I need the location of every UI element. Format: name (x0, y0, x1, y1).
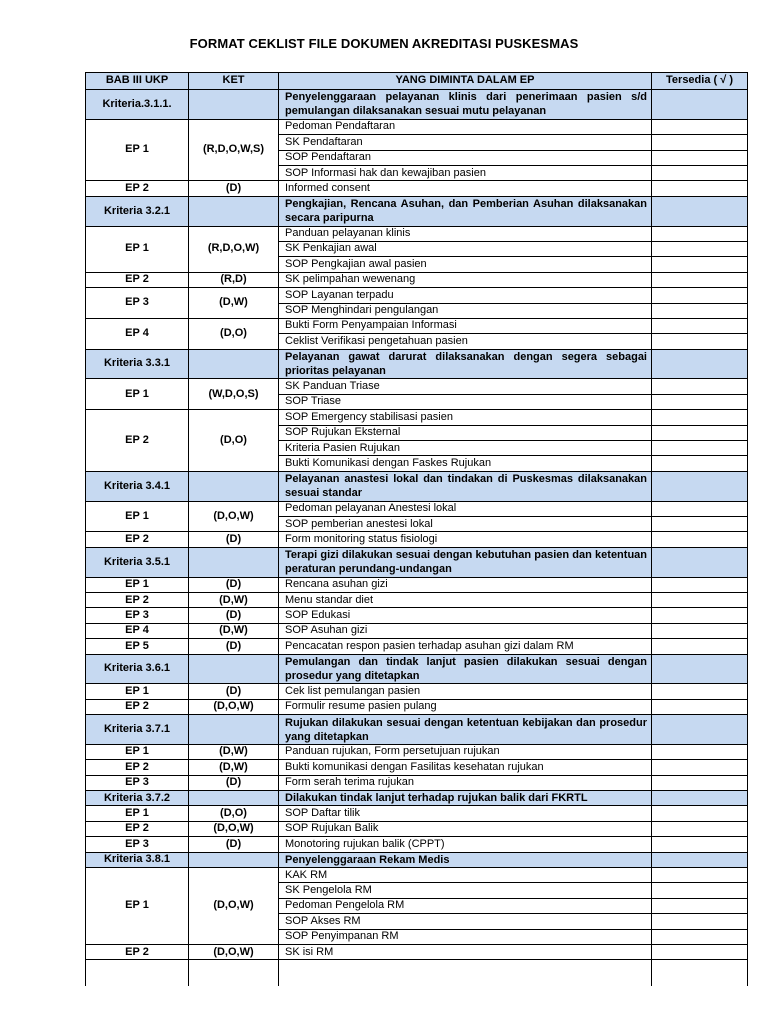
tersedia-cell (652, 760, 748, 775)
blank-row (86, 960, 748, 987)
document-item: SOP Layanan terpadu (279, 288, 652, 303)
ep-label: EP 2 (86, 181, 189, 196)
tersedia-cell (652, 257, 748, 272)
ep-ket: (D,O,W) (189, 868, 279, 945)
ep-ket: (R,D,O,W) (189, 226, 279, 272)
document-item: SOP Penyimpanan RM (279, 929, 652, 944)
tersedia-cell (652, 135, 748, 150)
header-ket: KET (189, 73, 279, 90)
document-item: SK Panduan Triase (279, 379, 652, 394)
table-row (86, 760, 748, 775)
ep-label: EP 2 (86, 410, 189, 472)
tersedia-cell (652, 639, 748, 654)
kriteria-ket (189, 196, 279, 226)
document-item: SOP Rujukan Balik (279, 821, 652, 836)
ep-ket: (R,D) (189, 272, 279, 287)
ep-label: EP 1 (86, 868, 189, 945)
ep-label: EP 1 (86, 501, 189, 532)
ep-ket: (D) (189, 577, 279, 592)
kriteria-description: Pelayanan anastesi lokal dan tindakan di Puskesmas dilaksanakan sesuai standar (279, 471, 652, 501)
table-row (86, 639, 748, 654)
kriteria-description: Pengkajian, Rencana Asuhan, dan Pemberian Asuhan dilaksanakan secara paripurna (279, 196, 652, 226)
document-item: Monotoring rujukan balik (CPPT) (279, 837, 652, 852)
blank-cell (279, 960, 652, 987)
ep-label: EP 1 (86, 226, 189, 272)
kriteria-row (86, 90, 748, 120)
tersedia-cell (652, 90, 748, 120)
tersedia-cell (652, 821, 748, 836)
tersedia-cell (652, 684, 748, 699)
ep-ket: (D,O,W) (189, 944, 279, 959)
blank-cell (189, 960, 279, 987)
table-row (86, 944, 748, 959)
table-row (86, 592, 748, 607)
header-bab: BAB III UKP (86, 73, 189, 90)
ep-label: EP 2 (86, 592, 189, 607)
tersedia-cell (652, 715, 748, 745)
document-item: SOP Asuhan gizi (279, 623, 652, 638)
ep-label: EP 3 (86, 608, 189, 623)
tersedia-cell (652, 517, 748, 532)
document-item: SOP Rujukan Eksternal (279, 425, 652, 440)
kriteria-ket (189, 471, 279, 501)
tersedia-cell (652, 150, 748, 165)
tersedia-cell (652, 410, 748, 425)
ep-label: EP 2 (86, 699, 189, 714)
table-row (86, 775, 748, 790)
kriteria-label: Kriteria 3.8.1 (86, 852, 189, 867)
kriteria-ket (189, 349, 279, 379)
kriteria-row (86, 852, 748, 867)
document-item: Pedoman Pendaftaran (279, 119, 652, 134)
table-row (86, 532, 748, 547)
tersedia-cell (652, 349, 748, 379)
kriteria-label: Kriteria.3.1.1. (86, 90, 189, 120)
document-item: Form monitoring status fisiologi (279, 532, 652, 547)
kriteria-label: Kriteria 3.2.1 (86, 196, 189, 226)
tersedia-cell (652, 241, 748, 256)
blank-cell (652, 960, 748, 987)
kriteria-ket (189, 654, 279, 684)
tersedia-cell (652, 914, 748, 929)
document-item: Cek list pemulangan pasien (279, 684, 652, 699)
ep-label: EP 2 (86, 760, 189, 775)
tersedia-cell (652, 394, 748, 409)
tersedia-cell (652, 868, 748, 883)
kriteria-label: Kriteria 3.3.1 (86, 349, 189, 379)
document-item: SK pelimpahan wewenang (279, 272, 652, 287)
table-row (86, 608, 748, 623)
kriteria-row (86, 196, 748, 226)
document-item: Pedoman pelayanan Anestesi lokal (279, 501, 652, 516)
document-item: SOP Pengkajian awal pasien (279, 257, 652, 272)
ep-ket: (D,O,W) (189, 501, 279, 532)
tersedia-cell (652, 303, 748, 318)
ep-label: EP 5 (86, 639, 189, 654)
kriteria-row (86, 349, 748, 379)
tersedia-cell (652, 654, 748, 684)
ep-ket: (D,W) (189, 623, 279, 638)
tersedia-cell (652, 456, 748, 471)
tersedia-cell (652, 608, 748, 623)
ep-label: EP 4 (86, 318, 189, 349)
document-item: Panduan pelayanan klinis (279, 226, 652, 241)
table-row (86, 410, 748, 425)
tersedia-cell (652, 806, 748, 821)
tersedia-cell (652, 196, 748, 226)
kriteria-row (86, 791, 748, 806)
document-item: SK Penkajian awal (279, 241, 652, 256)
ep-ket: (D,W) (189, 288, 279, 319)
table-row (86, 744, 748, 759)
document-item: SOP Triase (279, 394, 652, 409)
kriteria-description: Penyelenggaraan Rekam Medis (279, 852, 652, 867)
ep-label: EP 1 (86, 744, 189, 759)
kriteria-row (86, 654, 748, 684)
tersedia-cell (652, 775, 748, 790)
tersedia-cell (652, 318, 748, 333)
tersedia-cell (652, 334, 748, 349)
document-item: Ceklist Verifikasi pengetahuan pasien (279, 334, 652, 349)
document-item: Bukti Form Penyampaian Informasi (279, 318, 652, 333)
kriteria-ket (189, 791, 279, 806)
table-row (86, 821, 748, 836)
kriteria-description: Penyelenggaraan pelayanan klinis dari penerimaan pasien s/d pemulangan dilaksanakan sesuai mutu pelayanan (279, 90, 652, 120)
ep-ket: (D,W) (189, 744, 279, 759)
kriteria-row (86, 471, 748, 501)
ep-label: EP 2 (86, 272, 189, 287)
document-item: Menu standar diet (279, 592, 652, 607)
document-item: Pencacatan respon pasien terhadap asuhan gizi dalam RM (279, 639, 652, 654)
document-item: SOP pemberian anestesi lokal (279, 517, 652, 532)
tersedia-cell (652, 425, 748, 440)
tersedia-cell (652, 288, 748, 303)
ep-ket: (D) (189, 181, 279, 196)
ep-label: EP 1 (86, 684, 189, 699)
kriteria-row (86, 715, 748, 745)
ep-label: EP 2 (86, 944, 189, 959)
tersedia-cell (652, 944, 748, 959)
table-row (86, 837, 748, 852)
ep-ket: (D,W) (189, 760, 279, 775)
kriteria-ket (189, 852, 279, 867)
document-item: SOP Informasi hak dan kewajiban pasien (279, 165, 652, 180)
kriteria-label: Kriteria 3.6.1 (86, 654, 189, 684)
document-item: SOP Daftar tilik (279, 806, 652, 821)
ep-ket: (D) (189, 684, 279, 699)
document-item: SOP Pendaftaran (279, 150, 652, 165)
ep-ket: (R,D,O,W,S) (189, 119, 279, 181)
tersedia-cell (652, 898, 748, 913)
kriteria-label: Kriteria 3.7.1 (86, 715, 189, 745)
kriteria-description: Pemulangan dan tindak lanjut pasien dilakukan sesuai dengan prosedur yang ditetapkan (279, 654, 652, 684)
ep-label: EP 1 (86, 577, 189, 592)
ep-label: EP 3 (86, 775, 189, 790)
document-title: FORMAT CEKLIST FILE DOKUMEN AKREDITASI PUSKESMAS (189, 36, 579, 51)
kriteria-ket (189, 90, 279, 120)
tersedia-cell (652, 501, 748, 516)
document-item: Formulir resume pasien pulang (279, 699, 652, 714)
ep-label: EP 4 (86, 623, 189, 638)
header-diminta: YANG DIMINTA DALAM EP (279, 73, 652, 90)
tersedia-cell (652, 577, 748, 592)
ep-ket: (W,D,O,S) (189, 379, 279, 410)
ep-ket: (D) (189, 532, 279, 547)
table-row (86, 684, 748, 699)
document-item: SK Pengelola RM (279, 883, 652, 898)
kriteria-description: Rujukan dilakukan sesuai dengan ketentuan kebijakan dan prosedur yang ditetapkan (279, 715, 652, 745)
tersedia-cell (652, 119, 748, 134)
tersedia-cell (652, 592, 748, 607)
tersedia-cell (652, 471, 748, 501)
document-item: Rencana asuhan gizi (279, 577, 652, 592)
document-item: SK isi RM (279, 944, 652, 959)
ep-label: EP 1 (86, 379, 189, 410)
kriteria-row (86, 547, 748, 577)
table-row (86, 379, 748, 394)
ep-ket: (D,O) (189, 318, 279, 349)
header-tersedia: Tersedia ( √ ) (652, 73, 748, 90)
ep-label: EP 3 (86, 288, 189, 319)
tersedia-cell (652, 929, 748, 944)
tersedia-cell (652, 441, 748, 456)
ep-ket: (D) (189, 639, 279, 654)
table-row (86, 577, 748, 592)
document-item: Bukti komunikasi dengan Fasilitas kesehatan rujukan (279, 760, 652, 775)
table-row (86, 288, 748, 303)
table-row (86, 806, 748, 821)
document-item: Panduan rujukan, Form persetujuan rujukan (279, 744, 652, 759)
tersedia-cell (652, 699, 748, 714)
tersedia-cell (652, 852, 748, 867)
document-item: SOP Edukasi (279, 608, 652, 623)
tersedia-cell (652, 547, 748, 577)
kriteria-label: Kriteria 3.7.2 (86, 791, 189, 806)
document-item: SOP Menghindari pengulangan (279, 303, 652, 318)
table-row (86, 119, 748, 134)
document-item: Bukti Komunikasi dengan Faskes Rujukan (279, 456, 652, 471)
ep-label: EP 2 (86, 821, 189, 836)
tersedia-cell (652, 272, 748, 287)
document-item: SK Pendaftaran (279, 135, 652, 150)
tersedia-cell (652, 532, 748, 547)
document-item: Kriteria Pasien Rujukan (279, 441, 652, 456)
tersedia-cell (652, 181, 748, 196)
ep-ket: (D,O) (189, 410, 279, 472)
kriteria-label: Kriteria 3.5.1 (86, 547, 189, 577)
document-item: SOP Akses RM (279, 914, 652, 929)
kriteria-description: Terapi gizi dilakukan sesuai dengan kebutuhan pasien dan ketentuan peraturan perundang-undangan (279, 547, 652, 577)
document-item: SOP Emergency stabilisasi pasien (279, 410, 652, 425)
checklist-table (85, 72, 748, 986)
ep-label: EP 2 (86, 532, 189, 547)
ep-ket: (D) (189, 608, 279, 623)
tersedia-cell (652, 165, 748, 180)
table-row (86, 501, 748, 516)
kriteria-description: Dilakukan tindak lanjut terhadap rujukan balik dari FKRTL (279, 791, 652, 806)
ep-ket: (D,W) (189, 592, 279, 607)
document-item: Form serah terima rujukan (279, 775, 652, 790)
table-row (86, 272, 748, 287)
ep-ket: (D,O) (189, 806, 279, 821)
table-row (86, 623, 748, 638)
ep-ket: (D,O,W) (189, 699, 279, 714)
tersedia-cell (652, 883, 748, 898)
table-row (86, 699, 748, 714)
tersedia-cell (652, 837, 748, 852)
kriteria-ket (189, 715, 279, 745)
ep-label: EP 1 (86, 806, 189, 821)
tersedia-cell (652, 744, 748, 759)
ep-ket: (D,O,W) (189, 821, 279, 836)
tersedia-cell (652, 379, 748, 394)
document-item: KAK RM (279, 868, 652, 883)
kriteria-description: Pelayanan gawat darurat dilaksanakan dengan segera sebagai prioritas pelayanan (279, 349, 652, 379)
ep-ket: (D) (189, 837, 279, 852)
table-header-row (86, 73, 748, 90)
blank-cell (86, 960, 189, 987)
tersedia-cell (652, 226, 748, 241)
document-item: Pedoman Pengelola RM (279, 898, 652, 913)
table-row (86, 318, 748, 333)
kriteria-label: Kriteria 3.4.1 (86, 471, 189, 501)
ep-label: EP 1 (86, 119, 189, 181)
tersedia-cell (652, 791, 748, 806)
table-row (86, 226, 748, 241)
tersedia-cell (652, 623, 748, 638)
ep-ket: (D) (189, 775, 279, 790)
document-item: Informed consent (279, 181, 652, 196)
table-row (86, 868, 748, 883)
kriteria-ket (189, 547, 279, 577)
ep-label: EP 3 (86, 837, 189, 852)
table-row (86, 181, 748, 196)
